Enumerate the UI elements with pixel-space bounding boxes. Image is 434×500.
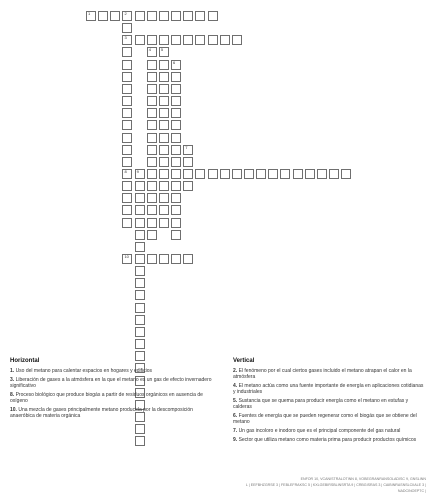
- clue-horizontal-3: [10, 377, 215, 389]
- grid-cell[interactable]: [220, 35, 230, 45]
- grid-cell[interactable]: [171, 72, 181, 82]
- grid-cell[interactable]: [147, 169, 157, 179]
- grid-cell[interactable]: [183, 145, 193, 155]
- grid-cell[interactable]: [171, 60, 181, 70]
- grid-cell[interactable]: [135, 315, 145, 325]
- grid-cell[interactable]: [159, 60, 169, 70]
- clue-text: Un gas incoloro e inodoro que es el principal componente del gas natural: [238, 427, 401, 434]
- grid-cell[interactable]: [171, 133, 181, 143]
- grid-cell[interactable]: [122, 193, 132, 203]
- clue-number: 9.: [233, 436, 238, 443]
- clue-number: 4.: [233, 383, 238, 390]
- clue-vertical-5: [233, 398, 425, 410]
- grid-cell[interactable]: [159, 35, 169, 45]
- grid-cell[interactable]: [183, 35, 193, 45]
- grid-cell[interactable]: [171, 84, 181, 94]
- grid-cell[interactable]: [183, 169, 193, 179]
- grid-cell[interactable]: [195, 11, 205, 21]
- grid-cell[interactable]: [171, 169, 181, 179]
- grid-cell[interactable]: [171, 120, 181, 130]
- grid-cell[interactable]: [159, 133, 169, 143]
- grid-cell[interactable]: [122, 47, 132, 57]
- grid-cell[interactable]: [135, 266, 145, 276]
- grid-cell[interactable]: [147, 230, 157, 240]
- clue-vertical-6: [233, 413, 425, 425]
- grid-cell[interactable]: [147, 181, 157, 191]
- clue-text: El metano actúa como una fuente importante de energía en aplicaciones cotidianas y industriales: [233, 383, 424, 396]
- clue-number: 1.: [10, 368, 15, 375]
- grid-cell[interactable]: [159, 181, 169, 191]
- grid-cell[interactable]: [171, 96, 181, 106]
- grid-cell[interactable]: [86, 11, 96, 21]
- grid-cell[interactable]: [147, 60, 157, 70]
- grid-cell[interactable]: [122, 23, 132, 33]
- grid-cell[interactable]: [135, 278, 145, 288]
- clue-horizontal-8: [10, 392, 215, 404]
- grid-cell[interactable]: [208, 169, 218, 179]
- grid-cell[interactable]: [147, 108, 157, 118]
- clue-vertical-4: [233, 383, 425, 395]
- grid-cell[interactable]: [171, 254, 181, 264]
- grid-cell[interactable]: [122, 157, 132, 167]
- clue-number: 2.: [233, 368, 238, 375]
- grid-cell[interactable]: [159, 96, 169, 106]
- cell-clue-number: 6: [173, 59, 176, 65]
- grid-cell[interactable]: [122, 108, 132, 118]
- clue-horizontal-1: [10, 368, 215, 374]
- clue-text: Uso del metano para calentar espacios en hogares y edificios: [15, 368, 153, 375]
- grid-cell[interactable]: [171, 181, 181, 191]
- grid-cell[interactable]: [135, 11, 145, 21]
- grid-cell[interactable]: [135, 424, 145, 434]
- grid-cell[interactable]: [159, 120, 169, 130]
- cell-clue-number: 3: [124, 35, 127, 41]
- grid-cell[interactable]: [171, 205, 181, 215]
- clue-text: Liberación de gases a la atmósfera en la que el metano es un gas de efecto invernadero significativo: [10, 376, 212, 390]
- grid-cell[interactable]: [122, 11, 132, 21]
- grid-cell[interactable]: [122, 205, 132, 215]
- clue-number: 5.: [233, 398, 238, 405]
- clue-vertical-7: [233, 428, 425, 434]
- grid-cell[interactable]: [122, 145, 132, 155]
- horizontal-clues: [10, 358, 215, 422]
- clue-vertical-9: [233, 437, 425, 443]
- grid-cell[interactable]: [122, 120, 132, 130]
- grid-cell[interactable]: [183, 181, 193, 191]
- grid-cell[interactable]: [329, 169, 339, 179]
- grid-cell[interactable]: [171, 108, 181, 118]
- grid-cell[interactable]: [122, 60, 132, 70]
- grid-cell[interactable]: [159, 205, 169, 215]
- grid-cell[interactable]: [183, 11, 193, 21]
- grid-cell[interactable]: [159, 84, 169, 94]
- horizontal-clues-title: Horizontal: [10, 358, 40, 364]
- footer-line: ENFOR 10, VCANISTRALOTINN 8, VOBEGRANRANSOLADISC 9, GNSLINN: [300, 477, 426, 481]
- grid-cell[interactable]: [280, 169, 290, 179]
- grid-cell[interactable]: [293, 169, 303, 179]
- grid-cell[interactable]: [135, 205, 145, 215]
- grid-cell[interactable]: [98, 11, 108, 21]
- grid-cell[interactable]: [317, 169, 327, 179]
- grid-cell[interactable]: [183, 254, 193, 264]
- grid-cell[interactable]: [135, 327, 145, 337]
- grid-cell[interactable]: [232, 169, 242, 179]
- grid-cell[interactable]: [159, 193, 169, 203]
- grid-cell[interactable]: [135, 242, 145, 252]
- grid-cell[interactable]: [159, 254, 169, 264]
- grid-cell[interactable]: [183, 157, 193, 167]
- clue-vertical-2: [233, 368, 425, 380]
- clue-number: 10.: [10, 406, 17, 413]
- grid-cell[interactable]: [244, 169, 254, 179]
- cell-clue-number: 9: [136, 168, 139, 174]
- grid-cell[interactable]: [147, 157, 157, 167]
- cell-clue-number: 5: [160, 47, 164, 53]
- grid-cell[interactable]: [147, 120, 157, 130]
- grid-cell[interactable]: [135, 35, 145, 45]
- grid-cell[interactable]: [147, 205, 157, 215]
- grid-cell[interactable]: [159, 169, 169, 179]
- grid-cell[interactable]: [147, 96, 157, 106]
- cell-clue-number: 1: [88, 11, 91, 16]
- footer-word-list: [226, 476, 426, 494]
- grid-cell[interactable]: [159, 72, 169, 82]
- grid-cell[interactable]: [305, 169, 315, 179]
- grid-cell[interactable]: [159, 108, 169, 118]
- grid-cell[interactable]: [122, 133, 132, 143]
- grid-cell[interactable]: [135, 230, 145, 240]
- grid-cell[interactable]: [147, 84, 157, 94]
- cell-clue-number: 2: [124, 11, 127, 16]
- grid-cell[interactable]: [110, 11, 120, 21]
- clue-text: Sector que utiliza metano como materia prima para producir productos químicos: [238, 436, 417, 443]
- grid-cell[interactable]: [147, 254, 157, 264]
- grid-cell[interactable]: [135, 181, 145, 191]
- grid-cell[interactable]: [135, 169, 145, 179]
- clue-text: Fuentes de energía que se pueden regenerar como el biogás que se obtiene del metano: [233, 412, 417, 426]
- grid-cell[interactable]: [195, 35, 205, 45]
- cell-clue-number: 10: [124, 254, 129, 259]
- grid-cell[interactable]: [268, 169, 278, 179]
- grid-cell[interactable]: [122, 84, 132, 94]
- grid-cell[interactable]: [256, 169, 266, 179]
- grid-cell[interactable]: [147, 145, 157, 155]
- grid-cell[interactable]: [171, 145, 181, 155]
- grid-cell[interactable]: [122, 218, 132, 228]
- grid-cell[interactable]: [135, 339, 145, 349]
- grid-cell[interactable]: [159, 145, 169, 155]
- footer-line: L | EEFBHZGRSE 3 | FEBLEFRAKSC 5 | KXLGEBIRSBLINSRTA 9 | CRBGISRAS 3 | CAIBINRASNSLCIIALE 3 | NADCINOEPTC |: [245, 483, 426, 493]
- grid-cell[interactable]: [159, 157, 169, 167]
- grid-cell[interactable]: [159, 47, 169, 57]
- clue-text: Sustancia que se quema para producir energía como el metano en estufas y calderas: [233, 398, 409, 411]
- grid-cell[interactable]: [171, 35, 181, 45]
- grid-cell[interactable]: [135, 254, 145, 264]
- clue-number: 3.: [10, 376, 15, 383]
- grid-cell[interactable]: [135, 193, 145, 203]
- grid-cell[interactable]: [147, 35, 157, 45]
- clue-text: Proceso biológico que produce biogás a partir de residuos orgánicos en ausencia de oxígeno: [10, 391, 203, 405]
- cell-clue-number: 7: [185, 144, 188, 150]
- grid-cell[interactable]: [122, 35, 132, 45]
- grid-cell[interactable]: [159, 11, 169, 21]
- grid-cell[interactable]: [171, 157, 181, 167]
- clue-text: Una mezcla de gases principalmente metano producida por la descomposición anaeróbica de materia orgánica: [10, 406, 193, 419]
- grid-cell[interactable]: [171, 11, 181, 21]
- grid-cell[interactable]: [220, 169, 230, 179]
- grid-cell[interactable]: [122, 181, 132, 191]
- grid-cell[interactable]: [195, 169, 205, 179]
- grid-cell[interactable]: [135, 303, 145, 313]
- cell-clue-number: 4: [148, 47, 151, 53]
- grid-cell[interactable]: [341, 169, 351, 179]
- grid-cell[interactable]: [147, 47, 157, 57]
- clue-number: 6.: [233, 412, 238, 419]
- grid-cell[interactable]: [135, 436, 145, 446]
- grid-cell[interactable]: [135, 218, 145, 228]
- grid-cell[interactable]: [147, 218, 157, 228]
- clue-number: 7.: [233, 427, 238, 434]
- grid-cell[interactable]: [159, 218, 169, 228]
- grid-cell[interactable]: [122, 72, 132, 82]
- grid-cell[interactable]: [135, 290, 145, 300]
- grid-cell[interactable]: [208, 11, 218, 21]
- grid-cell[interactable]: [147, 72, 157, 82]
- grid-cell[interactable]: [147, 193, 157, 203]
- grid-cell[interactable]: [122, 96, 132, 106]
- clue-text: El fenómeno por el cual ciertos gases incluido el metano atrapan el calor en la atmósfera: [233, 368, 412, 381]
- grid-cell[interactable]: [171, 218, 181, 228]
- cell-clue-number: 8: [124, 168, 127, 174]
- grid-cell[interactable]: [171, 193, 181, 203]
- clue-number: 8.: [10, 391, 15, 398]
- grid-cell[interactable]: [232, 35, 242, 45]
- grid-cell[interactable]: [122, 254, 132, 264]
- grid-cell[interactable]: [171, 230, 181, 240]
- grid-cell[interactable]: [147, 133, 157, 143]
- grid-cell[interactable]: [208, 35, 218, 45]
- vertical-clues: [233, 358, 425, 445]
- vertical-clues-title: Vertical: [233, 358, 255, 364]
- clue-horizontal-10: [10, 407, 215, 419]
- grid-cell[interactable]: [122, 169, 132, 179]
- grid-cell[interactable]: [147, 11, 157, 21]
